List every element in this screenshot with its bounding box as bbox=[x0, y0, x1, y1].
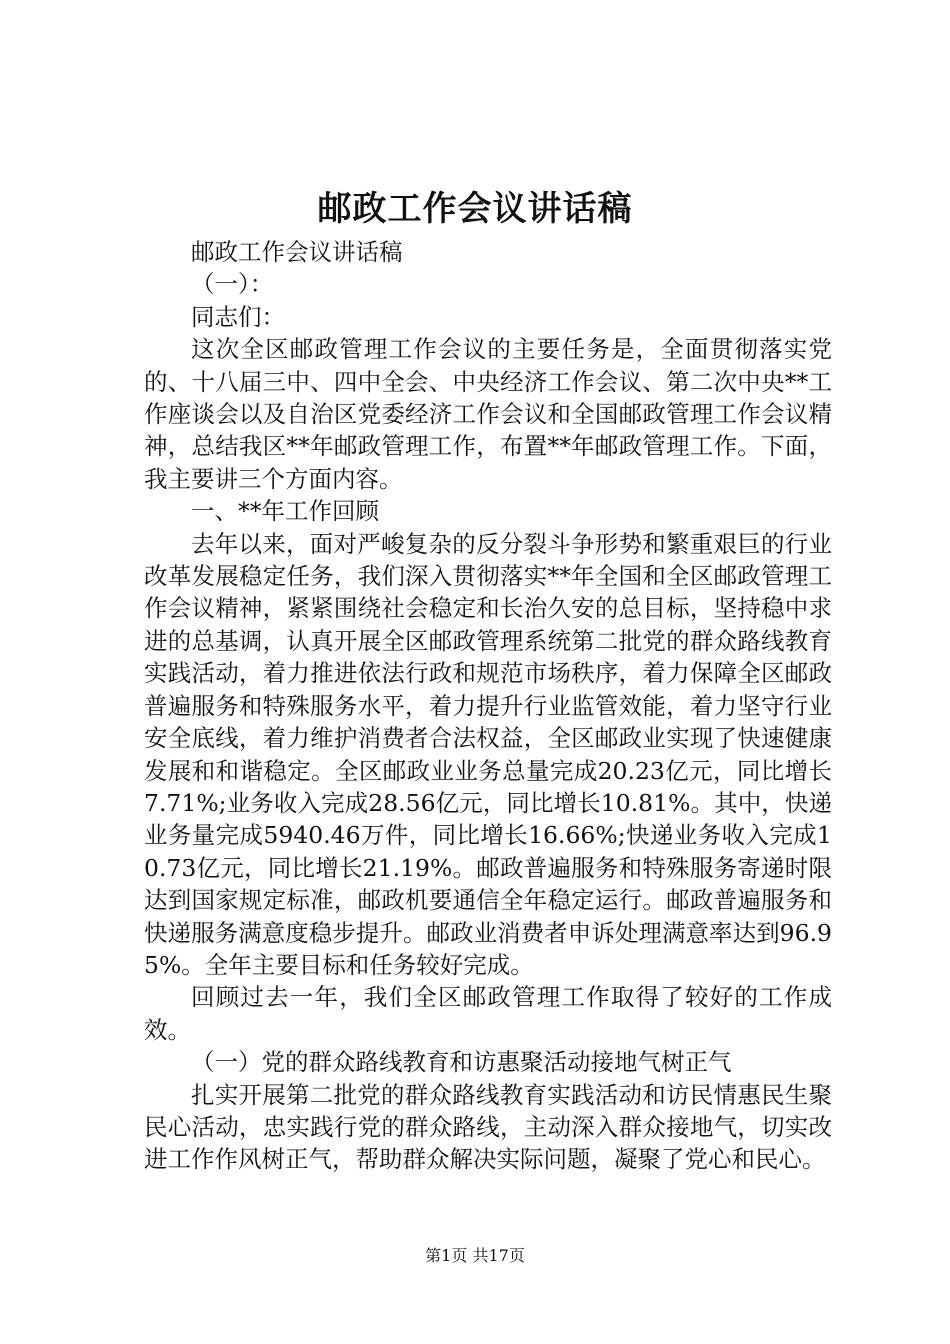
document-title: 邮政工作会议讲话稿 bbox=[317, 189, 633, 229]
intro-paragraph: 这次全区邮政管理工作会议的主要任务是，全面贯彻落实党的、十八届三中、四中全会、中央经济工作会议、第二次中央**工作座谈会以及自治区党委经济工作会议和全国邮政管理工作会议精神，总结我区**年邮政管理工作，布置**年邮政管理工作。下面，我主要讲三个方面内容。 bbox=[144, 335, 832, 493]
subtitle-paragraph: 邮政工作会议讲话稿 bbox=[191, 238, 403, 266]
subsection-paragraph: 扎实开展第二批党的群众路线教育实践活动和访民情惠民生聚民心活动，忠实践行党的群众路线，主动深入群众接地气，切实改进工作作风树正气，帮助群众解决实际问题，凝聚了党心和民心。 bbox=[144, 1080, 832, 1174]
section-number-paragraph: （一）： bbox=[191, 270, 274, 299]
subsection-heading: （一）党的群众路线教育和访惠聚活动接地气树正气 bbox=[191, 1048, 732, 1077]
salutation-paragraph: 同志们： bbox=[191, 302, 285, 331]
review-paragraph: 去年以来，面对严峻复杂的反分裂斗争形势和繁重艰巨的行业改革发展稳定任务，我们深入贯彻落实**年全国和全区邮政管理工作会议精神，紧紧围绕社会稳定和长治久安的总目标，坚持稳中求进的总基调，认真开展全区邮政管理系统第二批党的群众路线教育实践活动，着力推进依法行政和规范市场秩序，着力保障全区邮政普遍服务和特殊服务水平，着力提升行业监管效能，着力坚守行业安全底线，着力维护消费者合法权益，全区邮政业实现了快速健康发展和和谐稳定。全区邮政业业务总量完成20.23亿元，同比增长7.71%;业务收入完成28.56亿元，同比增长10.81%。其中，快递业务量完成5940.46万件，同比增长16.66%;快递业务收入完成10.73亿元，同比增长21.19%。邮政普遍服务和特殊服务寄递时限达到国家规定标准，邮政机要通信全年稳定运行。邮政普遍服务和快递服务满意度稳步提升。邮政业消费者申诉处理满意率达到96.95%。全年主要目标和任务较好完成。 bbox=[144, 529, 832, 979]
document-body bbox=[144, 236, 832, 1176]
page-total: 共17页 bbox=[472, 1246, 525, 1265]
summary-paragraph: 回顾过去一年，我们全区邮政管理工作取得了较好的工作成效。 bbox=[144, 983, 832, 1044]
page-footer bbox=[0, 1245, 950, 1267]
section-heading: 一、**年工作回顾 bbox=[191, 497, 379, 526]
page-number: 第1页 bbox=[425, 1246, 468, 1265]
